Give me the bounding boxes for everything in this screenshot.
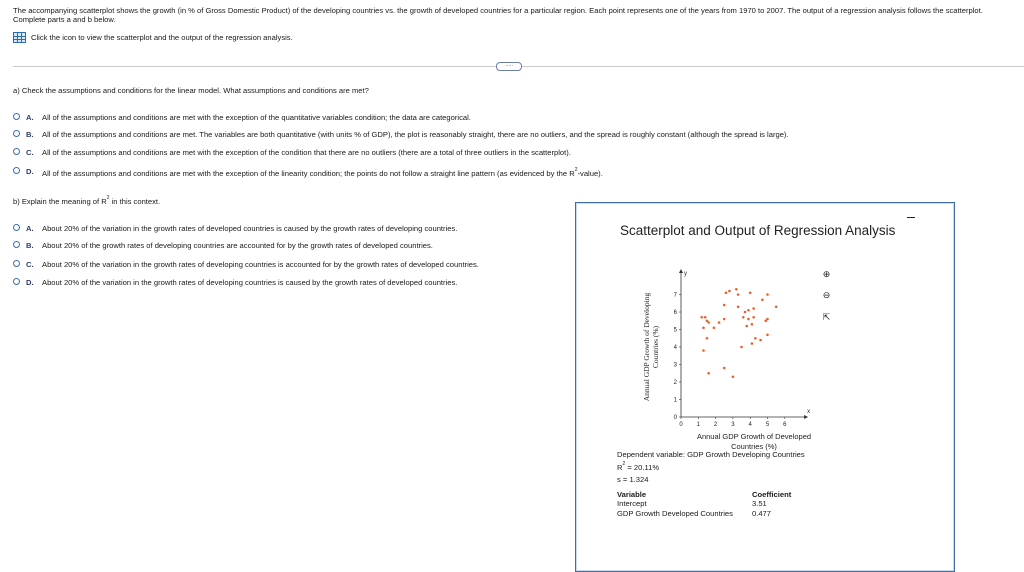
part-b-option-d[interactable] bbox=[13, 278, 457, 287]
y-tick-label: 5 bbox=[673, 327, 677, 334]
option-text: About 20% of the growth rates of developing countries are accounted for by the growth rates of developed countries. bbox=[42, 241, 433, 250]
data-point bbox=[754, 337, 757, 340]
data-point bbox=[713, 326, 716, 329]
data-point bbox=[742, 316, 745, 319]
option-letter: A. bbox=[26, 224, 34, 233]
option-text: All of the assumptions and conditions are met with the exception of the linearity condition; the points do not follow a straight line pattern (as evidenced by the $R^2-value$). bbox=[42, 167, 603, 178]
data-point bbox=[737, 293, 740, 296]
option-text: About 20% of the variation in the growth rates of developing countries is caused by the growth rates of developed countries. bbox=[42, 278, 458, 287]
data-point bbox=[751, 323, 754, 326]
x-axis-arrow bbox=[804, 415, 808, 419]
data-point bbox=[752, 307, 755, 310]
r-squared: $R^2 = 20.11\%$ bbox=[617, 461, 660, 472]
y-axis-symbol: y bbox=[684, 271, 687, 277]
part-a-option-b[interactable] bbox=[13, 130, 789, 139]
part-a-question: a) Check the assumptions and conditions for the linear model. What assumptions and conditions are met? bbox=[13, 86, 369, 95]
minimize-icon[interactable] bbox=[907, 217, 915, 218]
chart-ticks bbox=[674, 293, 787, 429]
y-axis-label-line: Countries (%) bbox=[651, 325, 660, 369]
part-a-option-c[interactable] bbox=[13, 148, 571, 157]
data-point bbox=[737, 305, 740, 308]
data-point bbox=[725, 291, 728, 294]
data-point bbox=[706, 337, 709, 340]
data-point bbox=[740, 346, 743, 349]
y-tick-label: 0 bbox=[673, 415, 677, 421]
y-tick-label: 6 bbox=[673, 310, 677, 316]
data-point bbox=[704, 316, 707, 319]
scatter-chart bbox=[636, 259, 836, 459]
x-axis-symbol: x bbox=[807, 409, 811, 415]
radio-button[interactable] bbox=[13, 278, 20, 285]
col-coefficient: Coefficient bbox=[752, 490, 792, 499]
y-axis-arrow bbox=[679, 269, 683, 273]
x-tick-label: 4 bbox=[748, 422, 752, 428]
popout-icon[interactable]: ⇱ bbox=[822, 312, 831, 322]
x-tick-label: 1 bbox=[696, 422, 700, 428]
panel-title: Scatterplot and Output of Regression Analysis bbox=[620, 223, 896, 238]
data-point bbox=[745, 325, 748, 328]
option-letter: C. bbox=[26, 148, 34, 157]
part-b-option-a[interactable] bbox=[13, 224, 457, 233]
chart-points bbox=[700, 288, 777, 378]
part-a-option-d[interactable] bbox=[13, 167, 603, 178]
radio-button[interactable] bbox=[13, 148, 20, 155]
data-point bbox=[723, 318, 726, 321]
option-letter: D. bbox=[26, 167, 34, 176]
radio-button[interactable] bbox=[13, 130, 20, 137]
y-axis-label bbox=[642, 293, 660, 402]
zoom-in-icon[interactable]: ⊕ bbox=[822, 269, 831, 279]
data-point bbox=[766, 333, 769, 336]
part-b-question: b) Explain the meaning of $R^2$ in this context. bbox=[13, 195, 161, 206]
option-letter: C. bbox=[26, 260, 34, 269]
col-variable: Variable bbox=[617, 490, 647, 499]
option-text: All of the assumptions and conditions are met. The variables are both quantitative (with units % of GDP), the plot is reasonably straight, there are no outliers, and the spread is roughly constant (although the spread is large). bbox=[42, 130, 789, 139]
y-tick-label: 7 bbox=[673, 292, 677, 299]
option-letter: D. bbox=[26, 278, 34, 287]
data-point bbox=[759, 339, 762, 342]
row-intercept-coefficient: 3.51 bbox=[752, 499, 767, 508]
data-point bbox=[718, 321, 721, 324]
zoom-out-icon[interactable]: ⊖ bbox=[822, 290, 831, 300]
x-tick-label: 5 bbox=[765, 422, 770, 428]
chart-axes bbox=[679, 269, 810, 419]
data-point bbox=[707, 372, 710, 375]
option-text: All of the assumptions and conditions are met with the exception of the quantitative variables condition; the data are categorical. bbox=[42, 113, 471, 122]
x-axis-label bbox=[697, 432, 811, 451]
row-intercept-variable: Intercept bbox=[617, 499, 647, 508]
y-tick-label: 4 bbox=[673, 345, 677, 351]
part-a-option-a[interactable] bbox=[13, 113, 471, 122]
dependent-variable: Dependent variable: GDP Growth Developing Countries bbox=[617, 450, 805, 459]
data-point bbox=[751, 342, 754, 345]
y-tick-label: 1 bbox=[673, 397, 677, 404]
data-point bbox=[702, 326, 705, 329]
data-point bbox=[732, 375, 735, 378]
data-point bbox=[747, 318, 750, 321]
table-grid-icon[interactable] bbox=[13, 32, 26, 43]
radio-button[interactable] bbox=[13, 260, 20, 267]
part-b-option-c[interactable] bbox=[13, 260, 479, 269]
option-letter: B. bbox=[26, 130, 34, 139]
radio-button[interactable] bbox=[13, 113, 20, 120]
radio-button[interactable] bbox=[13, 241, 20, 248]
data-point bbox=[775, 305, 778, 308]
part-b-option-b[interactable] bbox=[13, 241, 433, 250]
data-point bbox=[700, 316, 703, 319]
option-letter: A. bbox=[26, 113, 34, 122]
data-point bbox=[728, 290, 731, 293]
row-slope-coefficient: 0.477 bbox=[752, 509, 772, 518]
data-point bbox=[747, 309, 750, 312]
radio-button[interactable] bbox=[13, 167, 20, 174]
radio-button[interactable] bbox=[13, 224, 20, 231]
view-scatterplot-label[interactable]: Click the icon to view the scatterplot and the output of the regression analysis. bbox=[31, 32, 293, 42]
expand-more-button[interactable]: ····· bbox=[496, 62, 522, 71]
data-point bbox=[766, 318, 769, 321]
data-point bbox=[702, 349, 705, 352]
y-tick-label: 2 bbox=[673, 380, 677, 386]
x-tick-label: 6 bbox=[783, 422, 787, 428]
data-point bbox=[723, 367, 726, 370]
option-letter: B. bbox=[26, 241, 34, 250]
x-axis-label-line: Countries (%) bbox=[731, 442, 777, 451]
scatterplot-popup bbox=[575, 202, 955, 572]
data-point bbox=[723, 304, 726, 307]
view-scatterplot-link[interactable] bbox=[13, 32, 293, 43]
option-text: About 20% of the variation in the growth rates of developed countries is caused by the growth rates of developing countries. bbox=[42, 224, 458, 233]
problem-intro: The accompanying scatterplot shows the growth (in % of Gross Domestic Product) of the developing countries vs. the growth of developed countries for a particular region. Each point represents one of the years from 1970 to 2007. The output of a regression analysis follows the scatterplot. Complete parts a and b below. bbox=[13, 6, 983, 25]
data-point bbox=[749, 291, 752, 294]
x-tick-label: 2 bbox=[713, 422, 718, 428]
option-text: All of the assumptions and conditions are met with the exception of the condition that there are no outliers (there are a total of three outliers in the scatterplot). bbox=[42, 148, 571, 157]
x-tick-label: 0 bbox=[679, 422, 683, 428]
data-point bbox=[744, 311, 747, 314]
data-point bbox=[766, 293, 769, 296]
x-tick-label: 3 bbox=[731, 422, 735, 428]
y-tick-label: 3 bbox=[673, 362, 677, 369]
row-slope-variable: GDP Growth Developed Countries bbox=[617, 509, 733, 518]
data-point bbox=[752, 316, 755, 319]
data-point bbox=[761, 298, 764, 301]
y-axis-label-line: Annual GDP Growth of Developing bbox=[642, 292, 651, 402]
data-point bbox=[735, 288, 738, 291]
x-axis-label-line: Annual GDP Growth of Developed bbox=[696, 432, 812, 441]
data-point bbox=[707, 321, 710, 324]
std-error: s = 1.324 bbox=[617, 475, 649, 484]
option-text: About 20% of the variation in the growth rates of developing countries is accounted for by the growth rates of developed countries. bbox=[42, 260, 479, 269]
